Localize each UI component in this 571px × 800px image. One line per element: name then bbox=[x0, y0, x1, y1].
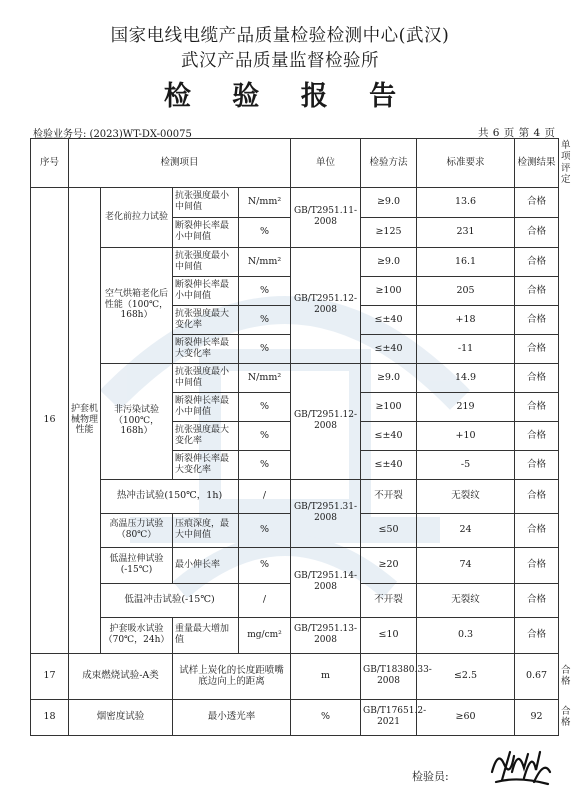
unit-cell: m bbox=[291, 653, 361, 699]
table-row bbox=[31, 617, 559, 653]
unit-cell: % bbox=[239, 513, 291, 547]
sub-item: 重量最大增加值 bbox=[173, 617, 239, 653]
unit-cell: N/mm² bbox=[239, 247, 291, 276]
sub-item: 抗张强度最大变化率 bbox=[173, 305, 239, 334]
inspector-signature bbox=[488, 742, 554, 790]
header-item: 检测项目 bbox=[69, 139, 291, 188]
result-cell: 219 bbox=[417, 392, 515, 421]
method-cell: GB/T17651.2-2021 bbox=[361, 699, 417, 735]
requirement-cell: ≤±40 bbox=[361, 334, 417, 363]
sub-item: 断裂伸长率最大变化率 bbox=[173, 450, 239, 479]
requirement-cell: 不开裂 bbox=[361, 583, 417, 617]
header-result: 检测结果 bbox=[515, 139, 559, 188]
lab-name-title: 国家电线电缆产品质量检验检测中心(武汉) bbox=[110, 26, 450, 46]
table-header-row: 序号 检测项目 单位 检验方法 标准要求 检测结果 单项评定 bbox=[31, 139, 559, 188]
header-seq: 序号 bbox=[31, 139, 69, 188]
judge-cell: 合格 bbox=[515, 547, 559, 583]
requirement-cell: ≥100 bbox=[361, 276, 417, 305]
result-cell: 13.6 bbox=[417, 187, 515, 217]
low-tensile-label: 低温拉伸试验(-15℃) bbox=[101, 547, 173, 583]
unit-cell: / bbox=[239, 583, 291, 617]
table-row bbox=[31, 247, 559, 276]
institute-name-title: 武汉产品质量监督检验所 bbox=[181, 51, 379, 71]
unit-cell: % bbox=[239, 450, 291, 479]
result-cell: +10 bbox=[417, 421, 515, 450]
requirement-cell: ≥60 bbox=[417, 699, 515, 735]
item-label: 成束燃烧试验-A类 bbox=[69, 653, 173, 699]
judge-cell: 合格 bbox=[515, 583, 559, 617]
judge-cell: 合格 bbox=[515, 421, 559, 450]
sub-item: 抗张强度最大变化率 bbox=[173, 421, 239, 450]
table-row: 17 成束燃烧试验-A类 试样上炭化的长度距喷嘴底边向上的距离 m GB/T18380.33-2008 ≤2.5 0.67 合格 bbox=[31, 653, 559, 699]
sub-item: 抗张强度最小中间值 bbox=[173, 247, 239, 276]
result-cell: 16.1 bbox=[417, 247, 515, 276]
requirement-cell: ≤±40 bbox=[361, 421, 417, 450]
table-row: 18 烟密度试验 最小透光率 % GB/T17651.2-2021 ≥60 92 合格 bbox=[31, 699, 559, 735]
sub-item: 断裂伸长率最大变化率 bbox=[173, 334, 239, 363]
unit-cell: % bbox=[239, 334, 291, 363]
result-cell: 0.3 bbox=[417, 617, 515, 653]
judge-cell: 合格 bbox=[515, 187, 559, 217]
item-label: 烟密度试验 bbox=[69, 699, 173, 735]
business-number: 检验业务号: (2023)WT-DX-00075 bbox=[33, 129, 192, 140]
requirement-cell: ≤±40 bbox=[361, 450, 417, 479]
requirement-cell: ≥20 bbox=[361, 547, 417, 583]
table-row bbox=[31, 547, 559, 583]
unit-cell: / bbox=[239, 479, 291, 513]
inspector-label: 检验员: bbox=[412, 770, 449, 783]
unit-cell: % bbox=[239, 276, 291, 305]
unit-cell: N/mm² bbox=[239, 187, 291, 217]
result-cell: 92 bbox=[515, 699, 559, 735]
judge-cell: 合格 bbox=[515, 392, 559, 421]
judge-cell: 合格 bbox=[515, 305, 559, 334]
sub-item: 断裂伸长率最小中间值 bbox=[173, 392, 239, 421]
result-cell: -11 bbox=[417, 334, 515, 363]
seq-16: 16 bbox=[31, 187, 69, 653]
requirement-cell: ≤50 bbox=[361, 513, 417, 547]
requirement-cell: 不开裂 bbox=[361, 479, 417, 513]
result-cell: 0.67 bbox=[515, 653, 559, 699]
result-cell: 231 bbox=[417, 217, 515, 247]
result-cell: 14.9 bbox=[417, 363, 515, 392]
seq-18: 18 bbox=[31, 699, 69, 735]
result-cell: 24 bbox=[417, 513, 515, 547]
table-row bbox=[31, 187, 559, 217]
header-method: 检验方法 bbox=[361, 139, 417, 188]
sub-item: 最小透光率 bbox=[173, 699, 291, 735]
sub-item: 断裂伸长率最小中间值 bbox=[173, 217, 239, 247]
requirement-cell: ≥125 bbox=[361, 217, 417, 247]
judge-cell: 合格 bbox=[515, 450, 559, 479]
high-temp-label: 高温压力试验（80℃） bbox=[101, 513, 173, 547]
method-cell: GB/T2951.14-2008 bbox=[291, 547, 361, 617]
report-title: 检 验 报 告 bbox=[163, 81, 413, 112]
unit-cell: % bbox=[239, 392, 291, 421]
page-info: 共 6 页 第 4 页 bbox=[477, 127, 555, 139]
sub-item: 压痕深度，最大中间值 bbox=[173, 513, 239, 547]
unit-cell: mg/cm² bbox=[239, 617, 291, 653]
requirement-cell: ≤±40 bbox=[361, 305, 417, 334]
method-cell: GB/T18380.33-2008 bbox=[361, 653, 417, 699]
method-cell: GB/T2951.12-2008 bbox=[291, 363, 361, 479]
inspection-table bbox=[30, 138, 571, 736]
judge-cell: 合格 bbox=[515, 276, 559, 305]
sub-item: 抗张强度最小中间值 bbox=[173, 187, 239, 217]
heat-shock-label: 热冲击试验(150℃，1h) bbox=[101, 479, 239, 513]
sub-item: 最小伸长率 bbox=[173, 547, 239, 583]
table-row bbox=[31, 479, 559, 513]
result-cell: 无裂纹 bbox=[417, 583, 515, 617]
result-cell: 205 bbox=[417, 276, 515, 305]
requirement-cell: ≥9.0 bbox=[361, 247, 417, 276]
method-cell: GB/T2951.13-2008 bbox=[291, 617, 361, 653]
unit-cell: % bbox=[239, 547, 291, 583]
aging-before-label: 老化前拉力试验 bbox=[101, 187, 173, 247]
header-unit: 单位 bbox=[291, 139, 361, 188]
judge-cell: 合格 bbox=[515, 217, 559, 247]
result-cell: 74 bbox=[417, 547, 515, 583]
judge-cell: 合格 bbox=[515, 363, 559, 392]
header-requirement: 标准要求 bbox=[417, 139, 515, 188]
method-cell: GB/T2951.12-2008 bbox=[291, 247, 361, 363]
method-cell: GB/T2951.31-2008 bbox=[291, 479, 361, 547]
seq-17: 17 bbox=[31, 653, 69, 699]
sub-item: 断裂伸长率最小中间值 bbox=[173, 276, 239, 305]
category-label: 护套机械物理性能 bbox=[69, 187, 101, 653]
table-row bbox=[31, 363, 559, 392]
result-cell: 无裂纹 bbox=[417, 479, 515, 513]
judge-cell: 合格 bbox=[515, 479, 559, 513]
water-abs-label: 护套吸水试验（70℃，24h） bbox=[101, 617, 173, 653]
unit-cell: % bbox=[239, 217, 291, 247]
air-oven-label: 空气烘箱老化后性能（100℃，168h） bbox=[101, 247, 173, 363]
result-cell: +18 bbox=[417, 305, 515, 334]
low-impact-label: 低温冲击试验(-15℃) bbox=[101, 583, 239, 617]
judge-cell: 合格 bbox=[515, 247, 559, 276]
sub-item: 试样上炭化的长度距喷嘴底边向上的距离 bbox=[173, 653, 291, 699]
judge-cell: 合格 bbox=[515, 617, 559, 653]
sub-item: 抗张强度最小中间值 bbox=[173, 363, 239, 392]
method-cell: GB/T2951.11-2008 bbox=[291, 187, 361, 247]
unit-cell: N/mm² bbox=[239, 363, 291, 392]
requirement-cell: ≥100 bbox=[361, 392, 417, 421]
unit-cell: % bbox=[291, 699, 361, 735]
unit-cell: % bbox=[239, 421, 291, 450]
judge-cell: 合格 bbox=[515, 334, 559, 363]
result-cell: -5 bbox=[417, 450, 515, 479]
judge-cell: 合格 bbox=[515, 513, 559, 547]
requirement-cell: ≤2.5 bbox=[417, 653, 515, 699]
non-contam-label: 非污染试验（100℃，168h） bbox=[101, 363, 173, 479]
requirement-cell: ≥9.0 bbox=[361, 187, 417, 217]
unit-cell: % bbox=[239, 305, 291, 334]
requirement-cell: ≥9.0 bbox=[361, 363, 417, 392]
requirement-cell: ≤10 bbox=[361, 617, 417, 653]
